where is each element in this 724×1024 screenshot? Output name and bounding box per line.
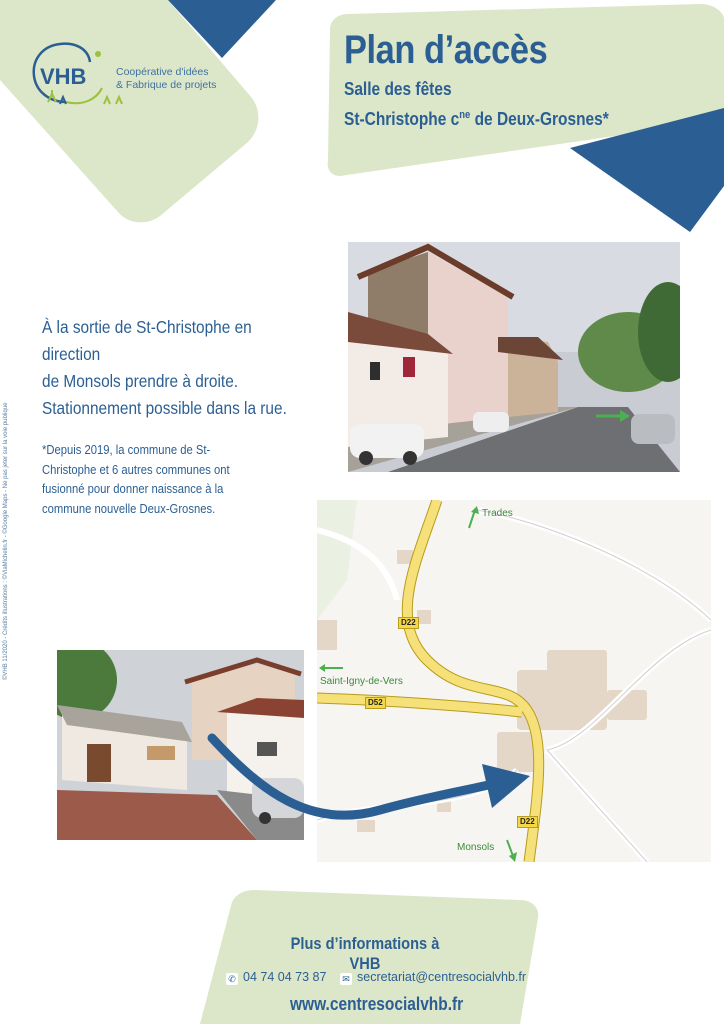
map-label-monsols: Monsols xyxy=(457,842,495,853)
credits-text: ©VHB 11/2020 - Crédits illustrations : ©ViaMichelin.fr - ©Google Maps - Ne pas jeter sur la voie publique xyxy=(3,402,9,680)
directions-line-3: Stationnement possible dans la rue. xyxy=(42,398,287,418)
subtitle-line-2 xyxy=(344,102,609,132)
logo-tagline-line-1: Coopérative d'idées xyxy=(116,66,209,78)
note-line-3: fusionné pour donner naissance à la xyxy=(42,482,224,496)
map-label-trades: Trades xyxy=(482,508,513,519)
note-line-2: Christophe et 6 autres communes ont xyxy=(42,462,230,477)
directions-line-2: de Monsols prendre à droite. xyxy=(42,371,239,391)
subtitle-town: St-Christophe c xyxy=(344,109,460,129)
road-sign-d52: D52 xyxy=(365,697,386,709)
directions-text xyxy=(42,314,306,422)
footer-email[interactable] xyxy=(340,970,526,985)
logo-tagline-line-2: & Fabrique de projets xyxy=(116,79,217,91)
footer-phone[interactable] xyxy=(226,970,326,985)
footer-website-link[interactable]: www.centresocialvhb.fr xyxy=(290,994,464,1014)
access-map xyxy=(317,500,711,862)
footer-title: Plus d’informations à VHB xyxy=(290,934,440,973)
note-line-4: commune nouvelle Deux-Grosnes. xyxy=(42,501,216,516)
subtitle-line-1: Salle des fêtes xyxy=(344,79,452,99)
envelope-icon: ✉ xyxy=(340,973,352,985)
page-subtitle xyxy=(344,76,609,132)
venue-photo xyxy=(57,650,304,840)
subtitle-commune: de Deux-Grosnes* xyxy=(470,109,609,129)
svg-text:VHB: VHB xyxy=(40,64,87,89)
subtitle-sup: ne xyxy=(459,109,471,121)
phone-number: 04 74 04 73 87 xyxy=(243,970,327,984)
logo-tagline xyxy=(116,66,216,92)
map-label-saint-igny: Saint-Igny-de-Vers xyxy=(320,676,403,687)
phone-icon: ✆ xyxy=(226,973,238,985)
page-title: Plan d’accès xyxy=(344,28,548,72)
directions-line-1: À la sortie de St-Christophe en direction xyxy=(42,317,252,364)
street-view-photo xyxy=(348,242,680,472)
road-sign-d22-south: D22 xyxy=(517,816,538,828)
road-sign-d22-north: D22 xyxy=(398,617,419,629)
note-line-1: *Depuis 2019, la commune de St- xyxy=(42,443,211,457)
commune-footnote xyxy=(42,441,258,519)
email-address: secretariat@centresocialvhb.fr xyxy=(357,970,527,984)
